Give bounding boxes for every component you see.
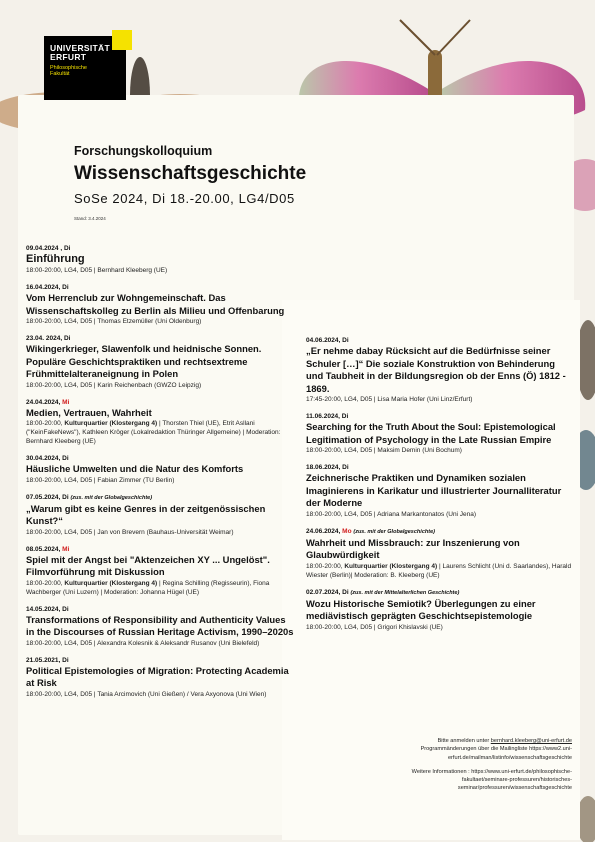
event-title: Wikingerkrieger, Slawenfolk und heidnische Sonnen. Populäre Geschichtspraktiken und rechtsextreme Frühmittelalteraneignung in Polen (26, 343, 262, 379)
event-entry (306, 588, 572, 632)
event-date (306, 527, 572, 537)
event-meta: 18:00-20:00, LG4, D05 | Adriana Markantonatos (Uni Jena) (306, 510, 477, 518)
logo-line2: ERFURT (50, 52, 87, 62)
event-meta: 17:45-20:00, LG4, D05 | Lisa Maria Hofer (Uni Linz/Erfurt) (306, 396, 473, 403)
event-date (306, 336, 572, 345)
event-note: (zus. mit der Globalgeschichte) (353, 528, 435, 535)
event-meta-people: | Regina Schilling (Regisseurin), Fiona Wachberger (Uni Luzern) | Moderation: Johanna Hügel (UE) (26, 579, 270, 596)
event-entry (26, 493, 294, 537)
event-date (26, 398, 294, 407)
event-meta (26, 419, 294, 446)
event-entry (306, 412, 572, 455)
event-date (306, 412, 572, 421)
event-date (26, 334, 294, 343)
event-date-text: 30.04.2024, Di (26, 455, 69, 462)
event-meta: 18:00-20:00, LG4, D05 | Tania Arcimovich (Uni Gießen) / Vera Axyonova (Uni Wien) (26, 690, 267, 698)
logo-corner-accent (112, 30, 132, 50)
footer-line1 (324, 737, 572, 745)
event-entry (26, 605, 294, 648)
event-title: Searching for the Truth About the Soul: Epistemological Legitimation of Psychology in the Late Russian Empire (306, 421, 556, 445)
event-title: „Warum gibt es keine Genres in der zeitgenössischen Kunst?“ (26, 502, 266, 526)
schedule-left-column (26, 244, 294, 707)
event-date (306, 463, 572, 472)
event-venue: Kulturquartier (Klostergang 4) (64, 579, 158, 587)
event-venue: Kulturquartier (Klostergang 4) (344, 562, 438, 570)
event-weekday-highlight: Mo (342, 527, 352, 535)
event-date-text: 16.04.2024, Di (26, 284, 69, 291)
event-meta: 18:00-20:00, LG4, D05 | Karin Reichenbach (GWZO Leipzig) (26, 381, 202, 389)
event-title: Zeichnerische Praktiken und Dynamiken sozialen Imaginierens in Karikatur und illustrierter Journalliteratur der Moderne (306, 472, 562, 508)
footer-line6[interactable]: seminar/professuren/wissenschaftsgeschichte (457, 785, 572, 792)
event-meta: 18:00-20:00, LG4, D05 | Maksim Demin (Uni Bochum) (306, 447, 462, 454)
event-title: Vom Herrenclub zur Wohngemeinschaft. Das Wissenschaftskolleg zu Berlin als Milieu und Offenbarung (26, 292, 285, 316)
event-title: Transformations of Responsibility and Authenticity Values in the Discourses of Russian Heritage Activism, 1990–2020s (26, 613, 294, 637)
footer-line5[interactable]: fakultaet/seminare-professuren/historisches- (461, 777, 572, 784)
event-date (26, 656, 294, 665)
footer-line2[interactable]: Programmänderungen über die Mailingliste https://www2.uni- (420, 746, 572, 753)
event-entry (26, 656, 294, 699)
logo-faculty1: Philosophische (50, 65, 87, 71)
event-meta: 18:00-20:00, LG4, D05 | Bernhard Kleeberg (UE) (26, 267, 168, 274)
event-date (26, 493, 294, 503)
event-date-text: 08.05.2024, (26, 545, 61, 553)
university-logo (44, 36, 126, 100)
event-date-text: 07.05.2024, Di (26, 493, 69, 501)
event-weekday-highlight: Mi (62, 545, 70, 553)
event-venue: Kulturquartier (Klostergang 4) (64, 420, 158, 427)
event-meta-time: 18:00-20:00, (306, 562, 343, 570)
event-meta-time: 18:00-20:00, (26, 420, 63, 427)
logo-line1: UNIVERSITÄT (50, 43, 110, 53)
footer-line1-pre: Bitte anmelden unter (437, 738, 490, 744)
event-entry (306, 463, 572, 519)
footer-line4[interactable]: Weitere Informationen : https://www.uni-erfurt.de/philosophische- (411, 768, 572, 775)
event-title: Wozu Historische Semiotik? Überlegungen zu einer mediävistisch geprägten Geschichtsepistemologie (306, 597, 536, 621)
event-note: (zus. mit der Mittelalterlichen Geschichte) (350, 589, 460, 596)
event-entry (26, 454, 294, 485)
event-title: „Er nehme dabay Rücksicht auf die Bedürfnisse seiner Schuler […]“ Die soziale Konstruktion von Behinderung und Taubheit in der Bildungsregion ob der Enns (Ö) 1812 - 1869. (306, 345, 566, 394)
event-entry (306, 336, 572, 404)
event-note: (zus. mit der Globalgeschichte) (70, 494, 153, 501)
email-link[interactable]: bernhard.kleeberg@uni-erfurt.de (490, 738, 572, 744)
event-date-text: 23.04. 2024, Di (26, 335, 71, 342)
event-title: Häusliche Umwelten und die Natur des Komforts (26, 463, 244, 474)
event-entry (26, 545, 294, 597)
kicker: Forschungskolloquium (74, 144, 213, 158)
event-entry (306, 527, 572, 580)
event-date-text: 18.06.2024, Di (306, 464, 349, 471)
event-meta: 18:00-20:00, LG4, D05 | Thomas Etzemüller (Uni Oldenburg) (26, 318, 202, 325)
event-date (306, 588, 572, 598)
event-meta-time: 18:00-20:00, (26, 579, 63, 587)
event-meta (306, 562, 572, 580)
event-date-text: 04.06.2024, Di (306, 337, 349, 344)
event-date-text: 09.04.2024 , Di (26, 245, 71, 252)
event-meta: 18:00-20:00, LG4, D05 | Alexandra Kolesnik & Aleksandr Rusanov (Uni Bielefeld) (26, 639, 260, 647)
event-date-text: 24.04.2024, (26, 398, 61, 406)
event-date (26, 605, 294, 614)
event-date-text: 14.05.2024, Di (26, 605, 69, 613)
event-entry (26, 283, 294, 326)
event-title: Medien, Vertrauen, Wahrheit (26, 406, 152, 418)
event-meta (26, 579, 294, 597)
event-entry (26, 398, 294, 447)
event-title: Spiel mit der Angst bei "Aktenzeichen XY ... Ungelöst". Filmvorführung mit Diskussion (26, 553, 270, 577)
event-meta-people: | Thorsten Thiel (UE), Etrit Asllani ("KeinFakeNews"), Kathleen Kröger (Lokalredaktion Thüringer Allgemeine) | Moderation: Bernhard Kleeberg (UE) (26, 420, 281, 445)
subtitle: SoSe 2024, Di 18.-20.00, LG4/D05 (74, 191, 295, 206)
event-date-text: 11.06.2024, Di (306, 413, 349, 420)
stand-date: Stand: 3.4.2024 (74, 216, 106, 221)
event-date (26, 545, 294, 554)
event-date-text: 21.05.2021, Di (26, 656, 69, 664)
footer-info (324, 737, 572, 793)
footer-line3[interactable]: erfurt.de/mailman/listinfo/wissenschaftsgeschichte (447, 754, 572, 761)
logo-faculty2: Fakultät (50, 71, 70, 77)
event-meta-people: | Laurens Schlicht (Uni d. Saarlandes), Harald Wiester (Berlin)| Moderation: B. Kleeberg (UE) (306, 562, 572, 579)
event-date (26, 454, 294, 463)
event-meta: 18:00-20:00, LG4, D05 | Jan von Brevern (Bauhaus-Universität Weimar) (26, 528, 234, 536)
event-date (26, 283, 294, 292)
event-meta: 18:00-20:00, LG4, D05 | Grigori Khislavski (UE) (306, 623, 443, 631)
event-entry (26, 244, 294, 275)
event-date (26, 244, 294, 253)
event-meta: 18:00-20:00, LG4, D05 | Fabian Zimmer (TU Berlin) (26, 476, 175, 484)
event-entry (26, 334, 294, 390)
event-date-text: 24.06.2024, (306, 527, 341, 535)
event-title: Political Epistemologies of Migration: Protecting Academia at Risk (26, 664, 289, 688)
header (74, 144, 306, 221)
page-title: Wissenschaftsgeschichte (74, 163, 307, 184)
event-weekday-highlight: Mi (62, 398, 70, 406)
event-title: Wahrheit und Missbrauch: zur Inszenierung von Glaubwürdigkeit (306, 536, 520, 560)
schedule-right-column (306, 336, 572, 640)
event-date-text: 02.07.2024, Di (306, 588, 349, 596)
event-title: Einführung (26, 253, 85, 265)
